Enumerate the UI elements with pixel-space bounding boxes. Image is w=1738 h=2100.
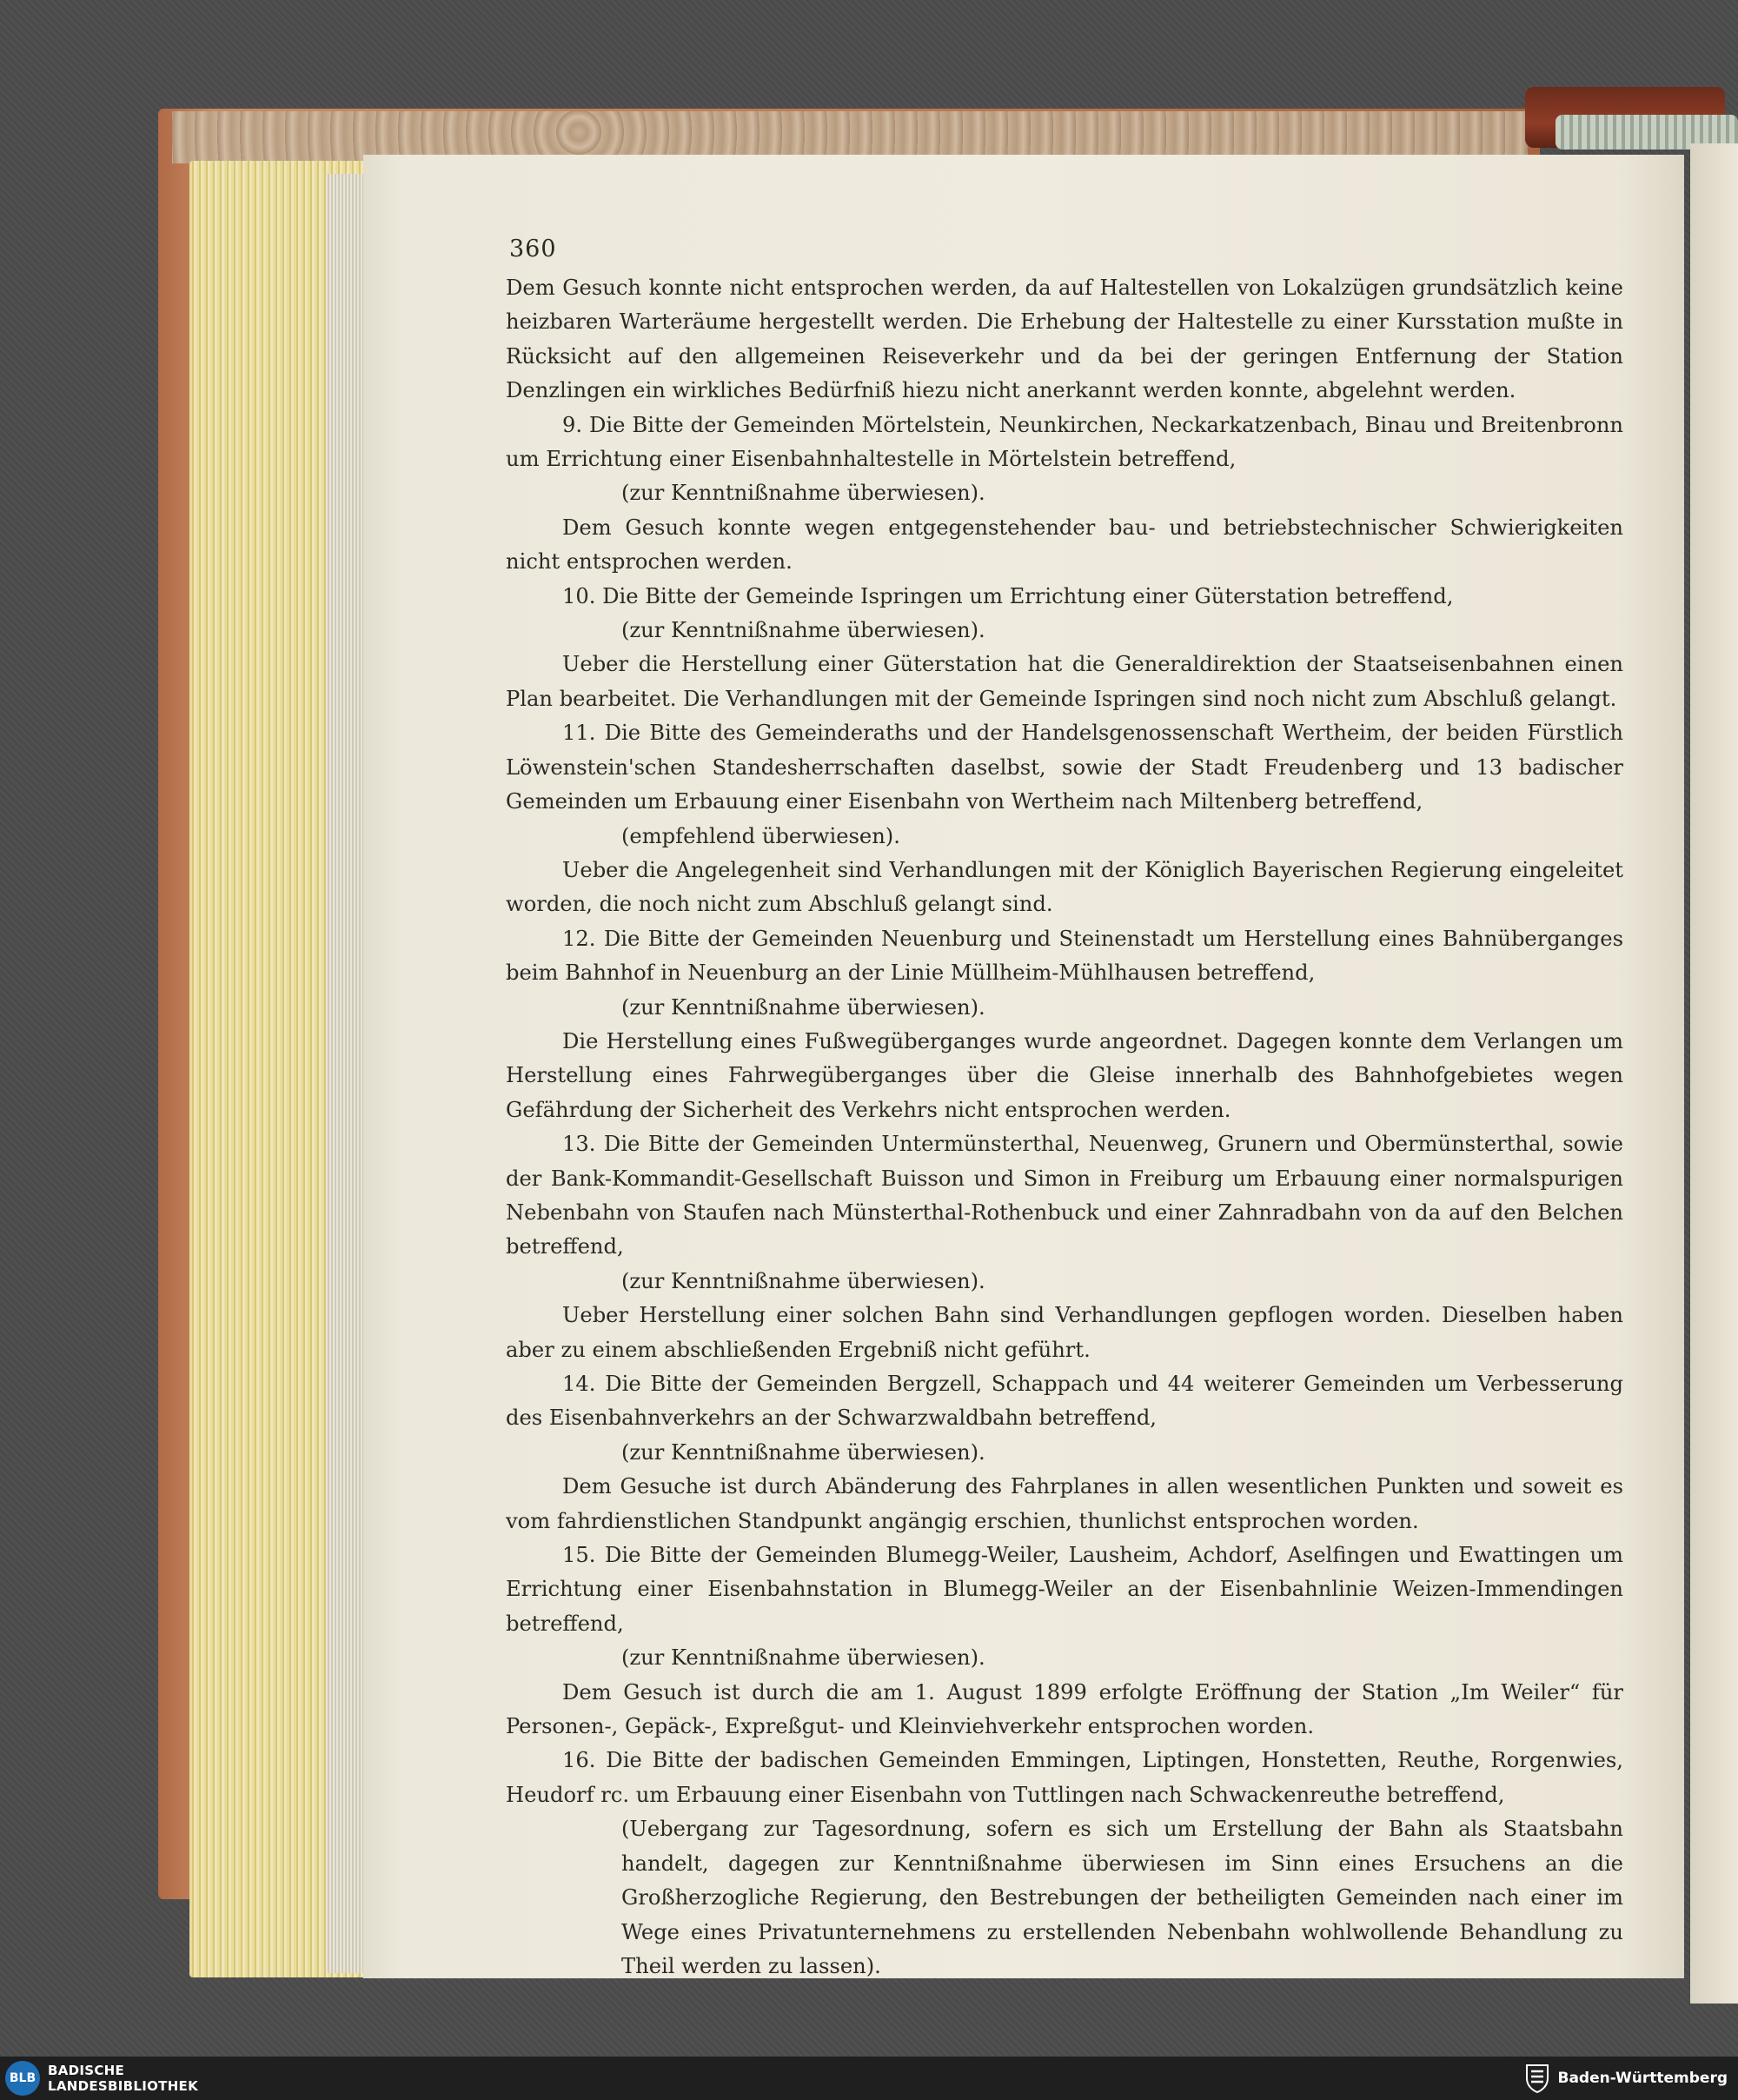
- petition-item: 13. Die Bitte der Gemeinden Untermünsterthal, Neuenweg, Grunern und Obermünsterthal, sowie der Bank-Kommandit-Gesellschaft Buisson und Simon in Freiburg um Erbauung einer normalspurigen Nebenbahn von Staufen nach Münsterthal-Rothenbuck und einer Zahnradbahn von da auf den Belchen betreffend,: [506, 1132, 1623, 1259]
- facing-page-edge: [1690, 143, 1738, 2004]
- petition-item: 12. Die Bitte der Gemeinden Neuenburg und Steinenstadt um Herstellung eines Bahnüberganges beim Bahnhof in Neuenburg an der Linie Müllheim-Mühlhausen betreffend,: [506, 926, 1623, 986]
- state-branding: [1524, 2057, 1728, 2100]
- viewer-footer: [0, 2057, 1738, 2100]
- library-name-line2: LANDESBIBLIOTHEK: [48, 2078, 199, 2094]
- paragraph: Dem Gesuche ist durch Abänderung des Fahrplanes in allen wesentlichen Punkten und soweit es vom fahrdienstlichen Standpunkt angängig erschien, thunlichst entsprochen worden.: [506, 1474, 1623, 1533]
- petition-item: 11. Die Bitte des Gemeinderaths und der Handelsgenossenschaft Wertheim, der beiden Fürstlich Löwenstein'schen Standesherrschaften daselbst, sowie der Stadt Freudenberg und 13 badischer Gemeinden um Erbauung einer Eisenbahn von Wertheim nach Miltenberg betreffend,: [506, 721, 1623, 814]
- petition-item: 9. Die Bitte der Gemeinden Mörtelstein, Neunkirchen, Neckarkatzenbach, Binau und Breitenbronn um Errichtung einer Eisenbahnhaltestelle in Mörtelstein betreffend,: [506, 412, 1623, 472]
- paragraph: Dem Gesuch konnte nicht entsprochen werden, da auf Haltestellen von Lokalzügen grundsätzlich keine heizbaren Warteräume hergestellt werden. Die Erhebung der Haltestelle zu einer Kursstation mußte in Rücksicht auf den allgemeinen Reiseverkehr und da bei der geringen Entfernung der Station Denzlingen ein wirkliches Bedürfniß hiezu nicht anerkannt werden konnte, abgelehnt werden.: [506, 276, 1623, 403]
- paragraph: Ueber die Herstellung einer Güterstation hat die Generaldirektion der Staatseisenbahnen einen Plan bearbeitet. Die Verhandlungen mit der Gemeinde Ispringen sind noch nicht zum Abschluß gelangt.: [506, 652, 1623, 711]
- decision-note: (zur Kenntnißnahme überwiesen).: [621, 1268, 985, 1293]
- library-name: [48, 2063, 198, 2094]
- petition-item: 15. Die Bitte der Gemeinden Blumegg-Weiler, Lausheim, Achdorf, Aselfingen und Ewattingen um Errichtung einer Eisenbahnstation in Blumegg-Weiler an der Eisenbahnlinie Weizen-Immendingen betreffend,: [506, 1543, 1623, 1636]
- decision-note: (zur Kenntnißnahme überwiesen).: [621, 481, 985, 506]
- blb-logo-icon[interactable]: BLB: [5, 2061, 40, 2096]
- decision-note: (Uebergang zur Tagesordnung, sofern es sich um Erstellung der Bahn als Staatsbahn handelt, dagegen zur Kenntnißnahme überwiesen im Sinn eines Ersuchens an die Großherzogliche Regierung, den Bestrebungen der betheiligten Gemeinden nach einer im Wege eines Privatunternehmens zu erstellenden Nebenbahn wohlwollende Behandlung zu Theil werden zu lassen).: [621, 1817, 1623, 1978]
- coat-of-arms-icon: [1524, 2063, 1550, 2094]
- page-stack-edge: [326, 174, 365, 1973]
- paragraph: Ueber Herstellung einer solchen Bahn sind Verhandlungen gepflogen worden. Dieselben haben aber zu einem abschließenden Ergebniß nicht geführt.: [506, 1303, 1623, 1362]
- paragraph: Dem Gesuch konnte wegen entgegenstehender bau- und betriebstechnischer Schwierigkeiten nicht entsprochen werden.: [506, 515, 1623, 575]
- decision-note: (empfehlend überwiesen).: [621, 823, 900, 848]
- petition-item: 14. Die Bitte der Gemeinden Bergzell, Schappach und 44 weiterer Gemeinden um Verbesserung des Eisenbahnverkehrs an der Schwarzwaldbahn betreffend,: [506, 1372, 1623, 1431]
- state-name: Baden-Württemberg: [1557, 2070, 1728, 2087]
- paragraph: Ueber die Angelegenheit sind Verhandlungen mit der Königlich Bayerischen Regierung eingeleitet worden, die noch nicht zum Abschluß gelangt sind.: [506, 857, 1623, 917]
- paragraph: Dem Gesuch ist durch die am 1. August 1899 erfolgte Eröffnung der Station „Im Weiler“ für Personen-, Gepäck-, Expreßgut- und Kleinviehverkehr entsprochen worden.: [506, 1679, 1623, 1739]
- decision-note: (zur Kenntnißnahme überwiesen).: [621, 1645, 985, 1671]
- page-text: [506, 233, 1623, 1984]
- paragraph: Die Herstellung eines Fußwegüberganges wurde angeordnet. Dagegen konnte dem Verlangen um Herstellung eines Fahrwegüberganges über die Gleise innerhalb des Bahnhofgebietes wegen Gefährdung der Sicherheit des Verkehrs nicht entsprochen werden.: [506, 1028, 1623, 1122]
- library-name-line1: BADISCHE: [48, 2063, 125, 2078]
- decision-note: (zur Kenntnißnahme überwiesen).: [621, 1439, 985, 1465]
- decision-note: (zur Kenntnißnahme überwiesen).: [621, 994, 985, 1020]
- petition-item: 16. Die Bitte der badischen Gemeinden Emmingen, Liptingen, Honstetten, Reuthe, Rorgenwies, Heudorf rc. um Erbauung einer Eisenbahn von Tuttlingen nach Schwackenreuthe betreffend,: [506, 1748, 1623, 1807]
- page-number: 360: [509, 236, 557, 262]
- decision-note: (zur Kenntnißnahme überwiesen).: [621, 618, 985, 643]
- petition-item: 10. Die Bitte der Gemeinde Ispringen um Errichtung einer Güterstation betreffend,: [562, 583, 1454, 608]
